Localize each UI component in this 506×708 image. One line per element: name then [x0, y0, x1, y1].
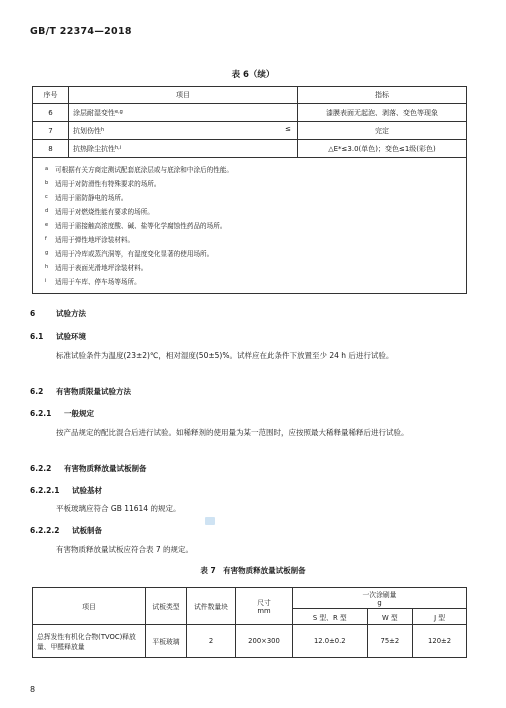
watermark-mark: [205, 517, 215, 525]
section-heading-6-1: [30, 331, 86, 342]
row-item: [69, 140, 298, 158]
note-text: 适用于对燃烧性能有要求的场所。: [55, 208, 154, 216]
table-row: [33, 104, 467, 122]
section-number: 6.2.2: [30, 464, 52, 473]
note-mark: a: [45, 166, 49, 172]
section-heading-6-2-1: [30, 408, 94, 419]
note-mark: f: [45, 236, 47, 242]
section-title: 一般规定: [64, 409, 94, 418]
note-text: 适用于弹性地坪涂装材料。: [55, 236, 135, 244]
table6: [32, 86, 467, 294]
table6-header-row: [33, 87, 467, 104]
row-value: 漆膜表面无起泡、剥落、变色等现象: [298, 104, 467, 122]
note-item: [45, 176, 458, 190]
note-text: 适用于表面光滑地坪涂装材料。: [55, 264, 148, 272]
note-item: [45, 218, 458, 232]
note-item: [45, 232, 458, 246]
table7-header-board-type: 试板类型: [146, 588, 187, 625]
row-item: [69, 104, 298, 122]
table6-notes-row: [33, 158, 467, 294]
row-item-sup: h,i: [115, 144, 122, 151]
note-item: [45, 162, 458, 176]
table7-header-item: 项目: [33, 588, 146, 625]
section-title: 有害物质限量试验方法: [56, 387, 131, 396]
section-title: 有害物质释放量试板制备: [64, 464, 147, 473]
paragraph-6-2-2-2: 有害物质释放量试板应符合表 7 的规定。: [56, 545, 194, 554]
note-item: [45, 260, 458, 274]
note-mark: i: [45, 278, 47, 284]
row-item: [69, 122, 298, 140]
paragraph-6-2-2-1: 平板玻璃应符合 GB 11614 的规定。: [56, 504, 181, 513]
note-text: 适用于车库、停车场等场所。: [55, 278, 141, 286]
table6-caption: 表 6（续）: [231, 70, 275, 80]
table7-caption: 表 7 有害物质释放量试板制备: [200, 566, 306, 575]
coat-label: 一次涂刷量: [362, 591, 397, 599]
table7-row-size: 200×300: [236, 625, 293, 658]
section-title: 试验基材: [72, 486, 102, 495]
table7-row-s-value: 12.0±0.2: [293, 625, 368, 658]
section-title: 试验环境: [56, 332, 86, 341]
table7-header-w-type: W 型: [367, 609, 413, 625]
table7-header-j-type: J 型: [413, 609, 467, 625]
page-number: 8: [30, 685, 36, 694]
section-title: 试板制备: [72, 526, 102, 535]
note-mark: b: [45, 180, 49, 186]
table7-header-s-type: S 型、R 型: [293, 609, 368, 625]
note-mark: h: [45, 264, 49, 270]
section-heading-6-2-2: [30, 463, 147, 474]
note-text: 适用于需接触高浓度酸、碱、盐等化学腐蚀性药品的场所。: [55, 222, 227, 230]
note-item: [45, 190, 458, 204]
row-value: △E*≤3.0(单色)；变色≤1级(彩色): [298, 140, 467, 158]
note-text: 适用于对防滑性有特殊要求的场所。: [55, 180, 161, 188]
section-number: 6.2.1: [30, 409, 52, 418]
section-number: 6.2: [30, 387, 44, 396]
row-item-sup: h: [101, 126, 105, 133]
table7-row-w-value: 75±2: [367, 625, 413, 658]
table7-row-j-value: 120±2: [413, 625, 467, 658]
table7-header-qty: 试件数量块: [187, 588, 236, 625]
paragraph-6-2-1: 按产品规定的配比混合后进行试验。如稀释剂的使用量为某一范围时，应按照最大稀释量稀释后进行试验。: [56, 428, 409, 437]
table6-header-no: 序号: [33, 87, 69, 104]
table7-row-item: 总挥发性有机化合物(TVOC)释放量、甲醛释放量: [33, 625, 146, 658]
row-no: 6: [33, 104, 69, 122]
row-value: 完定: [298, 122, 467, 140]
note-mark: g: [45, 250, 49, 256]
table7: [32, 587, 467, 658]
section-heading-6-2-2-1: [30, 485, 102, 496]
row-item-text: 抗划伤性: [73, 126, 101, 135]
section-heading-6-2: [30, 386, 131, 397]
section-number: 6: [30, 309, 36, 318]
note-mark: d: [45, 208, 49, 214]
row-item-text: 涂层耐湿变性: [73, 108, 115, 117]
table-row: [33, 140, 467, 158]
section-number: 6.1: [30, 332, 44, 341]
row-no: 8: [33, 140, 69, 158]
row-item-sup: e,g: [115, 108, 123, 115]
table7-header-row-1: [33, 588, 467, 609]
note-mark: e: [45, 222, 49, 228]
note-item: [45, 274, 458, 288]
section-number: 6.2.2.1: [30, 486, 60, 495]
table7-row-qty: 2: [187, 625, 236, 658]
section-title: 试验方法: [56, 309, 86, 318]
note-text: 适用于冷库或蒸汽洞等，有湿度变化显著的使用场所。: [55, 250, 214, 258]
coat-unit: g: [377, 599, 382, 607]
table6-header-item: 项目: [69, 87, 298, 104]
note-text: 适用于需防静电的场所。: [55, 194, 128, 202]
paragraph-6-1: 标准试验条件为温度(23±2)℃，相对湿度(50±5)%。试样应在此条件下放置至少 24 h 后进行试验。: [56, 351, 394, 360]
table6-header-value: 指标: [298, 87, 467, 104]
size-label: 尺寸: [257, 599, 271, 607]
standard-number: GB/T 22374—2018: [30, 26, 132, 37]
table7-row-board-type: 平板玻璃: [146, 625, 187, 658]
table-row: [33, 625, 467, 658]
less-equal-mark: ≤: [285, 125, 291, 133]
section-heading-6-2-2-2: [30, 525, 102, 536]
note-mark: c: [45, 194, 48, 200]
note-item: [45, 204, 458, 218]
note-item: [45, 246, 458, 260]
table-row: [33, 122, 467, 140]
size-unit: mm: [257, 607, 271, 615]
section-number: 6.2.2.2: [30, 526, 60, 535]
table7-header-size: [236, 588, 293, 625]
table6-notes: [33, 158, 467, 294]
note-text: 可根据有关方商定测试配套底涂层或与底涂和中涂后的性能。: [55, 166, 234, 174]
row-item-text: 抗热除尘抗性: [73, 144, 115, 153]
section-heading-6: [30, 308, 86, 319]
table7-header-coat: [293, 588, 467, 609]
row-no: 7: [33, 122, 69, 140]
